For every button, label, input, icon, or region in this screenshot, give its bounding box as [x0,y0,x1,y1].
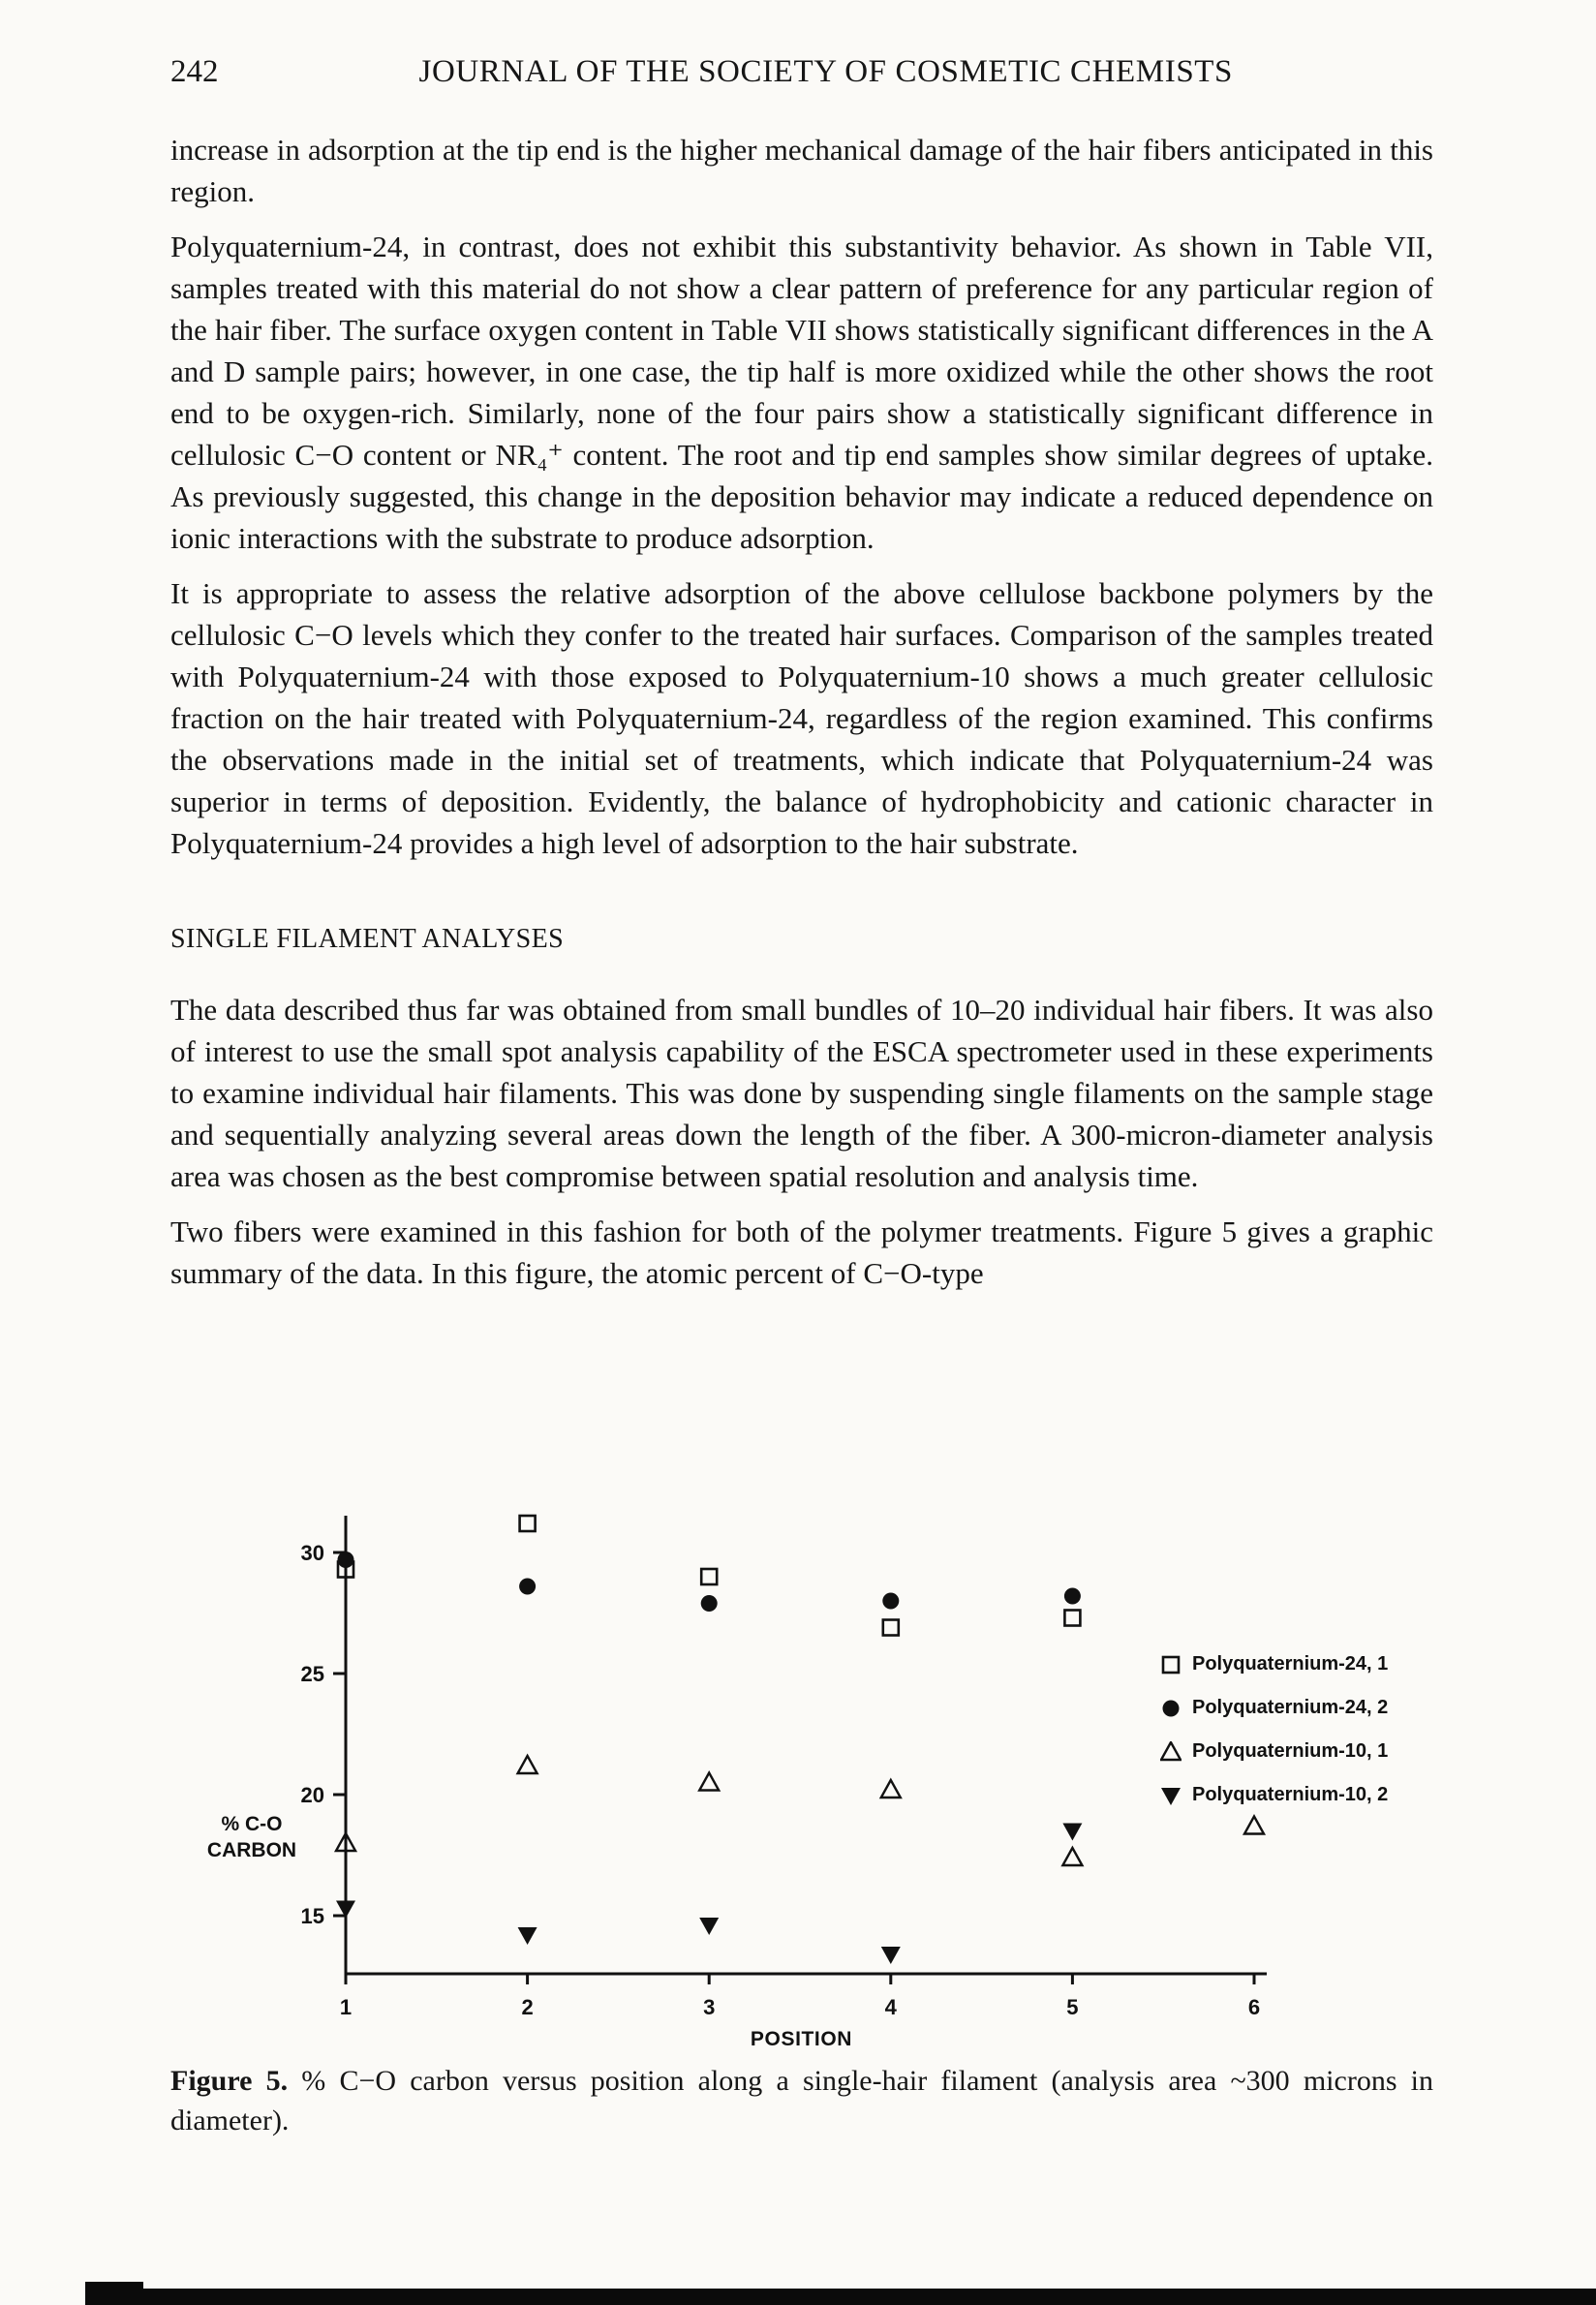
chart-legend [1160,1643,1388,1817]
y-axis-label-line2: CARBON [206,1839,297,1861]
legend-item [1160,1643,1388,1686]
data-point-circle [1064,1588,1081,1605]
journal-title: JOURNAL OF THE SOCIETY OF COSMETIC CHEMISTS [418,54,1233,89]
data-point-triangle-down [1161,1788,1181,1805]
paragraph: It is appropriate to assess the relative adsorption of the above cellulose backbone polymers by the cellulosic C−O levels which they confer to the treated hair surfaces. Comparison of the samples treated with Polyquaternium-24 with those exposed to Polyquaternium-10 shows a much greater cellulosic fraction on the hair treated with Polyquaternium-24, regardless of the region examined. This confirms the observations made in the initial set of treatments, which indicate that Polyquaternium-24 was superior in terms of deposition. Evidently, the balance of hydrophobicity and cationic character in Polyquaternium-24 provides a high level of adsorption to the hair substrate. [170,576,1433,860]
paragraph: increase in adsorption at the tip end is the higher mechanical damage of the hair fibers anticipated in this region. [170,133,1433,208]
data-point-square [701,1569,717,1584]
data-point-circle [1163,1700,1180,1716]
paragraph: Polyquaternium-24, in contrast, does not exhibit this substantivity behavior. As shown in Table VII, samples treated with this material do not show a clear pattern of preference for any particular region of the hair fiber. The surface oxygen content in Table VII shows statistically significant differences in the A and D sample pairs; however, in one case, the tip half is more oxidized while the other shows the root end to be oxygen-rich. Similarly, none of the four pairs show a statistically significant difference in cellulosic C−O content or NR₄⁺ content. The root and tip end samples show similar degrees of uptake. As previously suggested, this change in the deposition behavior may indicate a reduced dependence on ionic interactions with the substrate to produce adsorption. [170,230,1433,555]
legend-label: Polyquaternium-10, 1 [1192,1740,1389,1762]
y-tick-label: 20 [300,1783,324,1807]
data-point-circle [519,1579,536,1595]
data-point-triangle-down [881,1947,901,1964]
section-heading: SINGLE FILAMENT ANALYSES [170,924,565,954]
y-tick-label: 30 [300,1541,324,1565]
data-point-square [1163,1657,1179,1673]
legend-item [1160,1686,1388,1730]
data-point-triangle-up [881,1780,901,1798]
legend-label: Polyquaternium-24, 1 [1192,1653,1389,1675]
x-tick-label: 2 [521,1995,534,2019]
figure-5-chart [0,1491,1596,2058]
legend-label: Polyquaternium-10, 2 [1192,1784,1389,1805]
body-text [170,129,1433,1307]
legend-item [1160,1730,1388,1773]
y-axis-label-line1: % C-O [221,1813,283,1835]
data-point-square [520,1516,536,1531]
figure-caption-body: % C−O carbon versus position along a single-hair filament (analysis area ~300 microns in diameter). [170,2065,1433,2136]
figure-caption [170,2061,1433,2140]
data-point-triangle-down [699,1918,719,1935]
paragraph: The data described thus far was obtained from small bundles of 10–20 individual hair fibers. It was also of interest to use the small spot analysis capability of the ESCA spectrometer used in these experiments to examine individual hair filaments. This was done by suspending single filaments on the sample stage and sequentially analyzing several areas down the length of the fiber. A 300-micron-diameter analysis area was chosen as the best compromise between spatial resolution and analysis time. [170,993,1433,1193]
data-point-triangle-down [518,1927,537,1945]
scan-artifact-nub [85,2282,143,2305]
data-point-circle [882,1593,899,1610]
data-point-triangle-up [518,1756,537,1773]
data-point-square [883,1620,899,1636]
data-point-triangle-up [1244,1817,1264,1834]
x-tick-label: 5 [1066,1995,1079,2019]
x-tick-label: 3 [703,1995,716,2019]
x-tick-label: 6 [1247,1995,1261,2019]
x-axis-title: POSITION [750,2028,853,2050]
figure-caption-label: Figure 5. [170,2065,289,2097]
legend-item [1160,1773,1388,1817]
data-point-square [1064,1611,1080,1626]
data-point-triangle-up [699,1773,719,1791]
x-tick-label: 1 [339,1995,353,2019]
scan-artifact-bar [85,2289,1596,2305]
data-point-triangle-down [1062,1824,1082,1841]
page-header [170,54,1433,90]
triangle-down-filled-icon [1160,1785,1182,1806]
legend-label: Polyquaternium-24, 2 [1192,1697,1389,1718]
data-point-triangle-up [1161,1742,1181,1760]
paragraph: Two fibers were examined in this fashion for both of the polymer treatments. Figure 5 gives a graphic summary of the data. In this figure, the atomic percent of C−O-type [170,1214,1433,1290]
data-point-triangle-up [1062,1848,1082,1865]
y-tick-label: 25 [300,1662,324,1686]
y-tick-label: 15 [300,1904,324,1928]
page-number: 242 [170,54,219,89]
x-tick-label: 4 [884,1995,897,2019]
data-point-circle [338,1552,354,1568]
data-point-circle [701,1595,718,1612]
y-axis-label [190,1811,314,1863]
circle-filled-icon [1160,1698,1182,1719]
triangle-up-open-icon [1160,1741,1182,1763]
square-open-icon [1160,1654,1182,1675]
